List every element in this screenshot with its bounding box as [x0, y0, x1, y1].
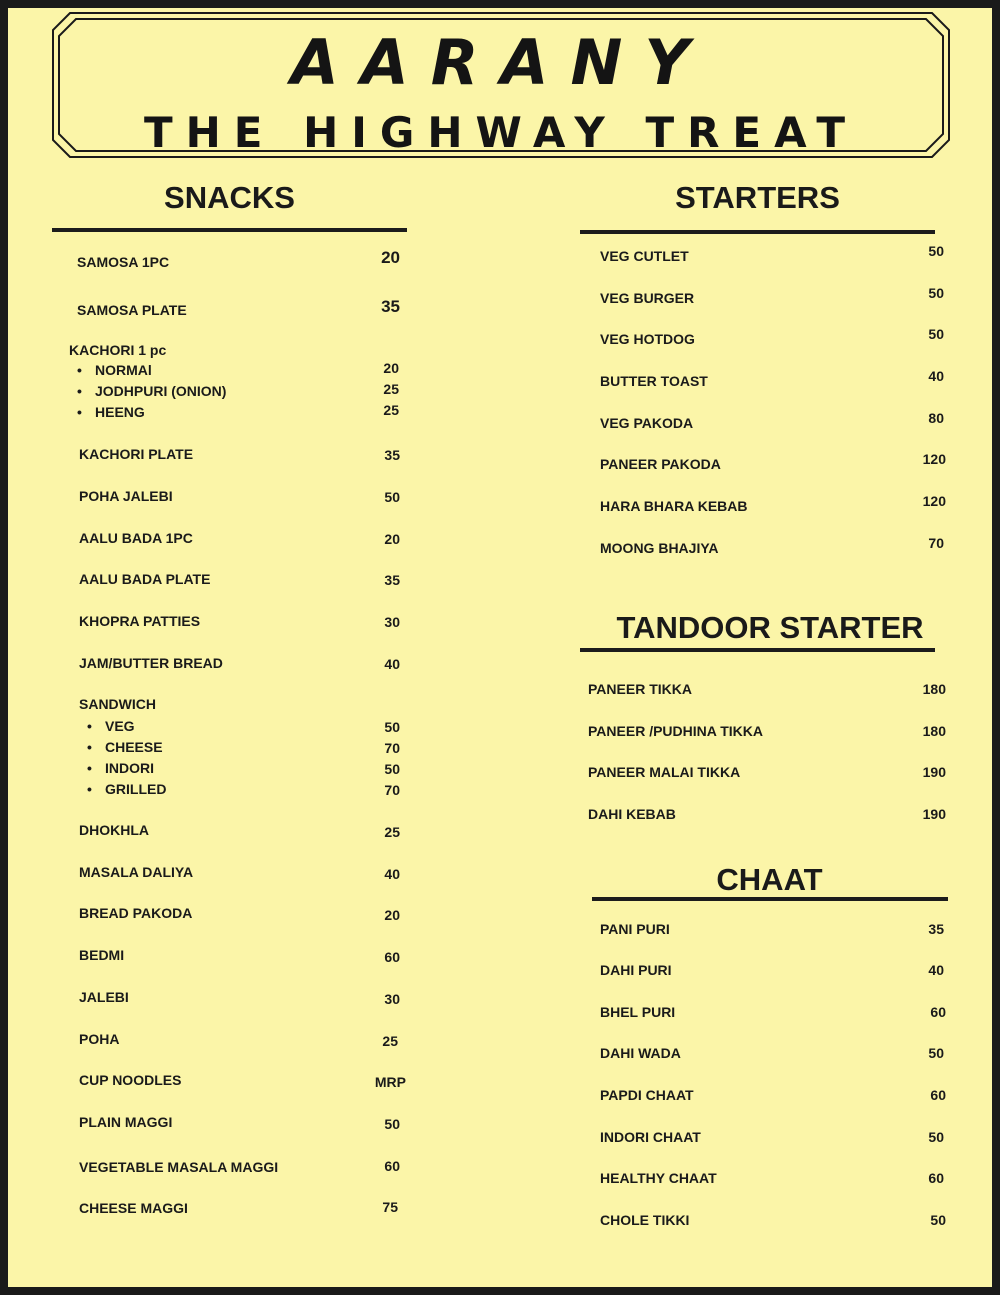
item-price: 75 [382, 1199, 398, 1215]
item-name: DAHI WADA [600, 1045, 681, 1061]
item-name: PANEER TIKKA [588, 681, 692, 697]
item-name: DAHI KEBAB [588, 806, 676, 822]
item-name: • GRILLED [105, 781, 166, 797]
item-name: SAMOSA PLATE [77, 302, 187, 318]
item-name: • CHEESE [105, 739, 163, 755]
item-name: BHEL PURI [600, 1004, 676, 1020]
item-name: PANEER /PUDHINA TIKKA [588, 723, 764, 739]
item-price: 70 [928, 535, 944, 551]
item-price: 40 [928, 962, 944, 978]
item-name: POHA JALEBI [79, 488, 173, 504]
item-price: 50 [384, 1116, 400, 1132]
item-name: KACHORI PLATE [79, 446, 194, 462]
section-rule-snacks [52, 228, 407, 232]
item-name: CHEESE MAGGI [79, 1200, 188, 1216]
item-price: 50 [928, 285, 944, 301]
item-price: 50 [930, 1212, 946, 1228]
item-name: SAMOSA 1PC [77, 254, 170, 270]
item-price: 60 [930, 1087, 946, 1103]
section-title-tandoor: TANDOOR STARTER [616, 610, 924, 645]
item-price: 20 [384, 531, 400, 547]
item-price: 25 [383, 402, 399, 418]
brand-tagline: THE HIGHWAY TREAT [143, 108, 859, 157]
item-price: 25 [382, 1033, 398, 1049]
item-price: 80 [928, 410, 944, 426]
item-name: AALU BADA 1PC [79, 530, 193, 546]
item-name: BUTTER TOAST [600, 373, 708, 389]
item-price: 40 [384, 656, 400, 672]
item-name: • HEENG [95, 404, 145, 420]
item-price: 40 [384, 866, 400, 882]
item-price: 35 [384, 572, 400, 588]
item-price: 190 [922, 806, 946, 822]
item-price: 35 [384, 447, 400, 463]
item-name: • VEG [105, 718, 135, 734]
header-banner [52, 12, 950, 158]
item-price: 60 [384, 949, 400, 965]
item-price: 50 [928, 326, 944, 342]
item-name: CUP NOODLES [79, 1072, 182, 1088]
item-name: BEDMI [79, 947, 125, 963]
item-price: 120 [922, 451, 946, 467]
item-name: DHOKHLA [79, 822, 149, 838]
item-price: 70 [384, 782, 400, 798]
item-name: PLAIN MAGGI [79, 1114, 173, 1130]
item-name: AALU BADA PLATE [79, 571, 211, 587]
item-price: 180 [922, 723, 946, 739]
item-name: VEG BURGER [600, 290, 695, 306]
kachori-group-title: KACHORI 1 pc [69, 342, 167, 358]
item-name: JALEBI [79, 989, 129, 1005]
item-name: • NORMAl [95, 362, 152, 378]
item-price: 70 [384, 740, 400, 756]
item-price: 60 [930, 1004, 946, 1020]
menu-page [8, 8, 992, 1287]
brand-name: AARANY [290, 26, 712, 99]
item-price: 50 [384, 761, 400, 777]
item-price: 50 [928, 243, 944, 259]
section-title-snacks: SNACKS [164, 180, 295, 215]
section-title-starters: STARTERS [675, 180, 840, 215]
item-name: JAM/BUTTER BREAD [79, 655, 223, 671]
item-price: 180 [922, 681, 946, 697]
item-price: 40 [928, 368, 944, 384]
item-name: PANI PURI [600, 921, 670, 937]
item-name: VEG HOTDOG [600, 331, 695, 347]
item-price: 50 [928, 1129, 944, 1145]
item-name: PANEER PAKODA [600, 456, 721, 472]
item-name: MOONG BHAJIYA [600, 540, 719, 556]
item-name: POHA [79, 1031, 120, 1047]
section-rule-tandoor [580, 648, 935, 652]
item-price: 60 [384, 1158, 400, 1174]
item-name: VEG PAKODA [600, 415, 694, 431]
item-name: VEGETABLE MASALA MAGGI [79, 1159, 279, 1175]
item-price: 50 [384, 489, 400, 505]
section-rule-starters [580, 230, 935, 234]
item-name: KHOPRA PATTIES [79, 613, 201, 629]
item-price: 120 [922, 493, 946, 509]
section-rule-chaat [592, 897, 948, 901]
section-title-chaat: CHAAT [716, 862, 823, 897]
item-name: • INDORI [105, 760, 154, 776]
item-price: MRP [374, 1074, 406, 1090]
sandwich-group-title: SANDWICH [79, 696, 156, 712]
item-price: 30 [384, 991, 400, 1007]
item-price: 50 [384, 719, 400, 735]
item-price: 20 [384, 907, 400, 923]
item-name: MASALA DALIYA [79, 864, 194, 880]
item-name: PAPDI CHAAT [600, 1087, 694, 1103]
item-name: • JODHPURI (ONION) [95, 383, 226, 399]
item-name: BREAD PAKODA [79, 905, 193, 921]
item-price: 190 [922, 764, 946, 780]
item-price: 20 [381, 248, 400, 267]
item-name: DAHI PURI [600, 962, 672, 978]
item-price: 35 [928, 921, 944, 937]
item-name: HEALTHY CHAAT [600, 1170, 717, 1186]
item-name: CHOLE TIKKI [600, 1212, 690, 1228]
item-price: 35 [381, 297, 400, 316]
item-price: 25 [383, 381, 399, 397]
item-name: PANEER MALAI TIKKA [588, 764, 741, 780]
item-name: HARA BHARA KEBAB [600, 498, 748, 514]
item-price: 50 [928, 1045, 944, 1061]
item-name: INDORI CHAAT [600, 1129, 701, 1145]
item-price: 30 [384, 614, 400, 630]
item-price: 60 [928, 1170, 944, 1186]
item-price: 20 [383, 360, 399, 376]
item-name: VEG CUTLET [600, 248, 689, 264]
item-price: 25 [384, 824, 400, 840]
